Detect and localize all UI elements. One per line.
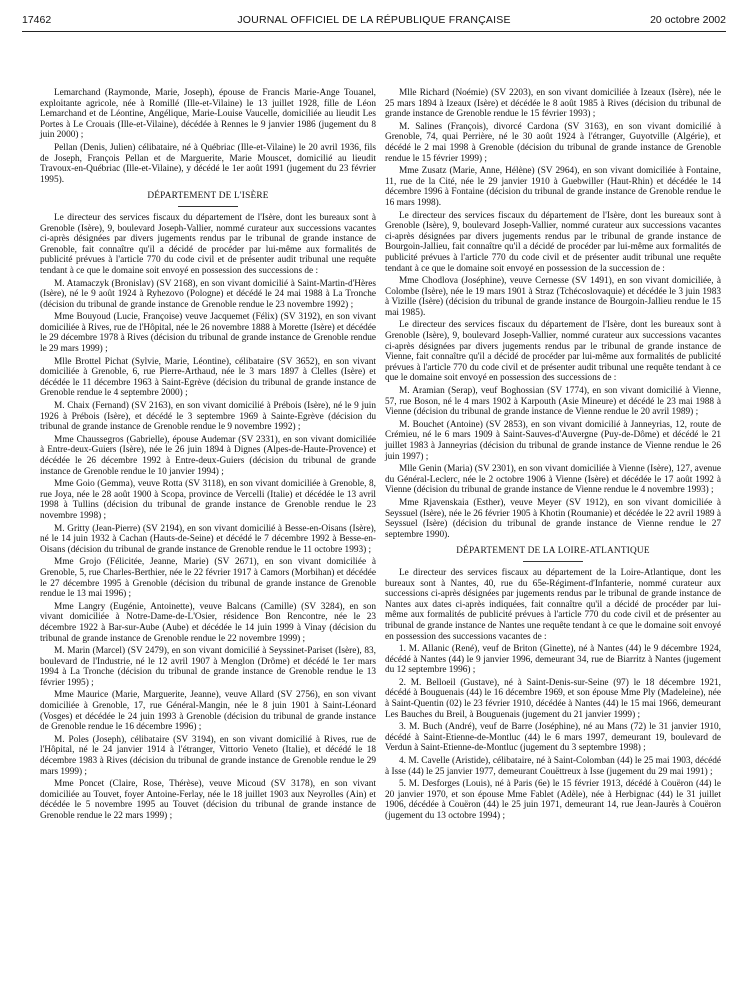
journal-title: JOURNAL OFFICIEL DE LA RÉPUBLIQUE FRANÇAISE [237, 14, 511, 26]
paragraph: Le directeur des services fiscaux du département de l'Isère, dont les bureaux sont à Grenoble (Isère), 9, boulevard Joseph-Vallier, nommé curateur aux successions vacantes ci-après désignées par divers jugements rendus par le tribunal de grande instance de Grenoble, fait connaître qu'il a décidé de procéder par lui-même aux formalités de publicité prévues à l'article 770 du code civil et de présenter audit tribunal une requête tendant à ce que le domaine soit envoyé en possession des successions de : [40, 212, 376, 276]
paragraph: 4. M. Cavelle (Aristide), célibataire, né à Saint-Colomban (44) le 25 mai 1903, décédé à Isse (44) le 25 janvier 1977, demeurant Couëttreux à Isse (jugement du 29 mai 1991) ; [385, 756, 721, 777]
publication-date: 20 octobre 2002 [650, 14, 726, 26]
paragraph: Mme Chaussegros (Gabrielle), épouse Audemar (SV 2331), en son vivant domiciliée à Entre-deux-Guiers (Isère), née le 26 juin 1894 à Dignes (Alpes-de-Haute-Provence) et décédée le 26 décembre 1992 à Entre-deux-Guiers (décision du tribunal de grande instance de Grenoble rendue le 10 janvier 1994) ; [40, 434, 376, 477]
page-number: 17462 [22, 14, 52, 26]
section-rule [523, 561, 583, 562]
paragraph: M. Bouchet (Antoine) (SV 2853), en son vivant domicilié à Janneyrias, 12, route de Crémieu, né le 6 mars 1909 à Saint-Sauves-d'Auvergne (Puy-de-Dôme) et décédé le 21 juillet 1983 à Janneyrias (décision du tribunal de grande instance de Vienne rendue le 26 juin 1997) ; [385, 419, 721, 462]
paragraph: Mme Maurice (Marie, Marguerite, Jeanne), veuve Allard (SV 2756), en son vivant domiciliée à Grenoble, 17, rue Général-Mangin, née le 8 juin 1901 à Saint-Léonard (Vosges) et décédée le 24 juin 1993 à Grenoble (décision du tribunal de grande instance de Grenoble rendue le 16 décembre 1996) ; [40, 690, 376, 733]
paragraph: M. Gritty (Jean-Pierre) (SV 2194), en son vivant domicilié à Besse-en-Oisans (Isère), né le 14 juin 1932 à Cachan (Hauts-de-Seine) et décédé le 7 décembre 1992 à Besse-en-Oisans (décision du tribunal de grande instance de Grenoble rendue le 11 octobre 1993) ; [40, 523, 376, 555]
paragraph: Mme Grojo (Félicitée, Jeanne, Marie) (SV 2671), en son vivant domiciliée à Grenoble, 5, rue Charles-Berthier, née le 22 février 1917 à Camors (Morbihan) et décédée le 27 décembre 1995 à Grenoble (décision du tribunal de grande instance de Grenoble rendue le 13 mai 1996) ; [40, 557, 376, 600]
paragraph: Mme Chodlova (Joséphine), veuve Cernesse (SV 1491), en son vivant domiciliée, à Colombe (Isère), née le 19 mars 1901 à Straz (Tchécoslovaquie) et décédée le 3 juin 1983 à Vizille (Isère) (décision du tribunal de grande instance de Bourgoin-Jallieu rendue le 15 mai 1985). [385, 276, 721, 318]
paragraph: Mme Langry (Eugénie, Antoinette), veuve Balcans (Camille) (SV 3284), en son vivant domiciliée à Notre-Dame-de-L'Osier, résidence Bon Rencontre, née le 23 décembre 1922 à Bar-sur-Aube (Aube) et décédée le 14 juin 1999 à Vinay (décision du tribunal de grande instance de Grenoble rendue le 22 novembre 1999) ; [40, 601, 376, 644]
page-header [22, 6, 726, 30]
paragraph: Mlle Brottel Pichat (Sylvie, Marie, Léontine), célibataire (SV 3652), en son vivant domiciliée à Grenoble, 6, rue Pierre-Arthaud, née le 3 mars 1897 à Clelles (Isère) et décédée le 11 décembre 1963 à Saint-Egrève (décision du tribunal de grande instance de Grenoble rendue le 4 septembre 2000) ; [40, 356, 376, 399]
header-rule [22, 31, 726, 32]
paragraph: 3. M. Buch (André), veuf de Barre (Joséphine), né au Mans (72) le 31 janvier 1910, décédé à Saint-Etienne-de-Montluc (44) le 6 mars 1997, demeurant 19, boulevard de Verdun à Saint-Etienne-de-Montluc (jugement du 3 septembre 1998) ; [385, 722, 721, 754]
paragraph: Lemarchand (Raymonde, Marie, Joseph), épouse de Francis Marie-Ange Touanel, exploitante agricole, née à Romillé (Ille-et-Vilaine) le 13 juillet 1928, fille de Léon Lemarchand et de Léontine, Angélique, Marie-Louise Vaucelle, domiciliée au lieudit Les Portes à Le Crouais (Ille-et-Vilaine), décédée à Rennes le 9 janvier 1986 (jugement du 8 juin 2000) ; [40, 88, 376, 141]
paragraph: M. Atamaczyk (Bronislav) (SV 2168), en son vivant domicilié à Saint-Martin-d'Hères (Isère), né le 9 août 1924 à Ryhezovo (Pologne) et décédé le 24 mai 1988 à La Tronche (décision du tribunal de grande instance de Grenoble rendue le 23 novembre 1992) ; [40, 278, 376, 310]
paragraph: Mme Zusatz (Marie, Anne, Hélène) (SV 2964), en son vivant domiciliée à Fontaine, 11, rue de la Cité, née le 29 janvier 1910 à Guebwiller (Haut-Rhin) et décédée le 14 décembre 1996 à Fontaine (décision du tribunal de grande instance de Grenoble rendue le 16 mars 1998). [385, 166, 721, 208]
paragraph: Mme Goio (Gemma), veuve Rotta (SV 3118), en son vivant domiciliée à Grenoble, 8, rue Joya, née le 28 août 1900 à Scopa, province de Vercelli (Italie) et décédée le 13 avril 1998 à Tullins (décision du tribunal de grande instance de Grenoble rendue le 23 novembre 1998) ; [40, 479, 376, 521]
paragraph: 2. M. Belloeil (Gustave), né à Saint-Denis-sur-Seine (97) le 18 décembre 1921, décédé à Bouguenais (44) le 16 décembre 1969, et son épouse Mme Ply (Madeleine), née à Saint-Quentin (02) le 23 février 1910, décédée à Nantes (44) le 15 mai 1966, demeurant Les Bauches du Breil, à Bouguenais (jugement du 21 janvier 1999) ; [385, 677, 721, 720]
paragraph: M. Aramian (Serap), veuf Boghossian (SV 1774), en son vivant domicilié à Vienne, 57, rue Boson, né le 4 mars 1902 à Karpouth (Asie Mineure) et décédé le 23 mai 1988 à Vienne (décision du tribunal de grande instance de Vienne rendue le 20 avril 1989) ; [385, 386, 721, 418]
left-column [40, 88, 376, 824]
paragraph: Mlle Genin (Maria) (SV 2301), en son vivant domiciliée à Vienne (Isère), 127, avenue du Général-Leclerc, née le 2 octobre 1906 à Vienne (Isère) et décédée le 17 août 1992 à Vienne (décision du tribunal de grande instance de Vienne rendue le 4 novembre 1993) ; [385, 464, 721, 496]
section-title-isere: DÉPARTEMENT DE L'ISÈRE [147, 191, 269, 202]
paragraph: Le directeur des services fiscaux du département de l'Isère, dont les bureaux sont à Grenoble (Isère), 9, boulevard Joseph-Vallier, nommé curateur aux successions vacantes ci-après désignées par divers jugements rendus par le tribunal de grande instance de Bourgoin-Jallieu, fait connaître qu'il a décidé de procéder par lui-même aux formalités de publicité prévues à l'article 770 du code civil et de présenter audit tribunal une requête tendant à ce que le domaine soit envoyé en possession de la succession de : [385, 210, 721, 274]
paragraph: M. Chaix (Fernand) (SV 2163), en son vivant domicilié à Prébois (Isère), né le 9 juin 1926 à Prébois (Isère), et décédé le 3 septembre 1969 à Sainte-Egrève (décision du tribunal de grande instance de Grenoble rendue le 9 novembre 1992) ; [40, 401, 376, 433]
paragraph: M. Salines (François), divorcé Cardona (SV 3163), en son vivant domicilié à Grenoble, 74, quai Perrière, né le 30 août 1924 à l'étranger, Guyotville (Algérie), et décédé le 2 mai 1998 à Grenoble (décision du tribunal de grande instance de Grenoble rendue le 15 février 1999) ; [385, 121, 721, 164]
paragraph: Le directeur des services fiscaux au département de la Loire-Atlantique, dont les bureaux sont à Nantes, 40, rue du 65e-Régiment-d'Infanterie, nommé curateur aux successions ci-après désignées par jugements rendus par le tribunal de grande instance de Nantes aux dates ci-après indiquées, fait connaître qu'il a décidé de procéder par lui-même aux formalités de publicité prévues à l'article 770 du code civil et de présenter au tribunal de grande instance de Nantes une requête tendant à ce que le domaine soit envoyé en possession des successions vacantes de : [385, 567, 721, 642]
paragraph: M. Marin (Marcel) (SV 2479), en son vivant domicilié à Seyssinet-Pariset (Isère), 83, boulevard de l'Industrie, né le 12 avril 1907 à Menglon (Drôme) et décédé le 1er mars 1994 à La Tronche (décision du tribunal de grande instance de Grenoble rendue le 13 février 1995) ; [40, 646, 376, 688]
paragraph: 5. M. Desforges (Louis), né à Paris (6e) le 15 février 1913, décédé à Couëron (44) le 20 janvier 1970, et son épouse Mme Fablet (Adèle), née à Herbignac (44) le 31 juillet 1906, décédée à Couëron (44) le 25 juin 1971, demeurant 14, rue Jean-Jaurès à Couëron (jugement du 13 octobre 1994) ; [385, 779, 721, 821]
paragraph: Le directeur des services fiscaux du département de l'Isère, dont les bureaux sont à Grenoble (Isère), 9, boulevard Joseph-Vallier, nommé curateur aux successions vacantes ci-après désignées par divers jugements rendus par le tribunal de grande instance de Vienne, fait connaître qu'il a décidé de procéder par lui-même aux formalités de publicité prévues à l'article 770 du code civil et de présenter audit tribunal une requête tendant à ce que le domaine soit envoyé en possession des successions de : [385, 320, 721, 384]
paragraph: 1. M. Allanic (René), veuf de Briton (Ginette), né à Nantes (44) le 9 décembre 1924, décédé à Nantes (44) le 9 janvier 1996, demeurant 34, rue de Biarritz à Nantes (jugement du 12 septembre 1996) ; [385, 644, 721, 676]
section-title-loire-atlantique: DÉPARTEMENT DE LA LOIRE-ATLANTIQUE [456, 546, 650, 557]
paragraph: Mme Rjavenskaia (Esther), veuve Meyer (SV 1912), en son vivant domiciliée à Seyssuel (Isère), née le 26 février 1905 à Khotin (Roumanie) et décédée le 22 avril 1989 à Seyssuel (Isère) (décision du tribunal de grande instance de Vienne rendue le 27 septembre 1990). [385, 497, 721, 540]
paragraph: Mme Bouyoud (Lucie, Françoise) veuve Jacquemet (Félix) (SV 3192), en son vivant domiciliée à Rives, rue de l'Hôpital, née le 26 novembre 1888 à Morette (Isère) et décédée le 29 décembre 1978 à Rives (décision du tribunal de grande instance de Grenoble rendue le 29 mars 1999) ; [40, 312, 376, 355]
paragraph: Pellan (Denis, Julien) célibataire, né à Québriac (Ille-et-Vilaine) le 20 avril 1936, fils de Joseph, François Pellan et de Marguerite, Marie Mouscet, domicilié au lieudit Travoux-en-Québriac (Ille-et-Vilaine), y décédé le 1er août 1991 (jugement du 23 février 1995). [40, 142, 376, 185]
section-rule [178, 206, 238, 207]
right-column [385, 88, 721, 824]
paragraph: Mlle Richard (Noémie) (SV 2203), en son vivant domiciliée à Izeaux (Isère), née le 25 mars 1894 à Izeaux (Isère) et décédée le 8 août 1985 à Rives (décision du tribunal de grande instance de Grenoble rendue le 15 février 1993) ; [385, 88, 721, 120]
paragraph: Mme Poncet (Claire, Rose, Thérèse), veuve Micoud (SV 3178), en son vivant domiciliée au Touvet, foyer Antoine-Ferlay, née le 18 juillet 1903 aux Neyrolles (Ain) et décédée le 5 novembre 1995 au Touvet (décision du tribunal de grande instance de Grenoble rendue le 22 mars 1999) ; [40, 779, 376, 821]
paragraph: M. Poles (Joseph), célibataire (SV 3194), en son vivant domicilié à Rives, rue de l'Hôpital, né le 24 janvier 1914 à l'étranger, Vittorio Veneto (Italie), et décédé le 18 décembre 1983 à Rives (décision du tribunal de grande instance de Grenoble rendue le 29 mars 1999) ; [40, 734, 376, 777]
